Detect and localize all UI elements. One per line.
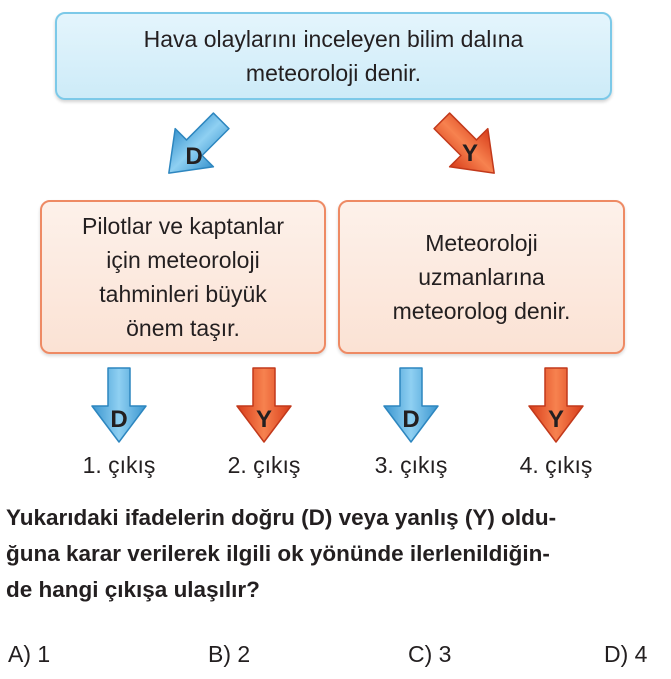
top-statement-line: meteoroloji denir. — [245, 60, 422, 86]
question-line: de hangi çıkışa ulaşılır? — [6, 577, 260, 602]
exit-arrow-letter: Y — [255, 406, 272, 433]
right-statement-line: meteorolog denir. — [392, 298, 571, 324]
right-statement-line: Meteoroloji — [425, 230, 538, 256]
option-a[interactable]: A) 1 — [8, 641, 51, 667]
exit-label-4: 4. çıkış — [519, 452, 593, 478]
exit-arrow-1 — [89, 366, 149, 444]
option-d[interactable]: D) 4 — [604, 641, 648, 667]
left-statement-line: için meteoroloji — [106, 247, 260, 273]
question-line: Yukarıdaki ifadelerin doğru (D) veya yanlış (Y) oldu- — [6, 505, 557, 530]
top-statement-line: Hava olaylarını inceleyen bilim dalına — [143, 26, 524, 52]
left-statement-line: önem taşır. — [126, 315, 240, 341]
top-statement-box — [55, 12, 612, 100]
left-statement-line: Pilotlar ve kaptanlar — [82, 213, 284, 239]
right-statement-line: uzmanlarına — [418, 264, 545, 290]
exit-label-2: 2. çıkış — [227, 452, 301, 478]
question-text — [6, 500, 666, 608]
exit-label-3: 3. çıkış — [374, 452, 448, 478]
left-statement-box — [40, 200, 326, 354]
left-statement-line: tahminleri büyük — [99, 281, 267, 307]
exit-label-1: 1. çıkış — [82, 452, 156, 478]
exit-arrow-letter: Y — [547, 406, 564, 433]
question-line: ğuna karar verilerek ilgili ok yönünde ilerlenildiğin- — [6, 541, 550, 566]
exit-arrow-2 — [234, 366, 294, 444]
right-statement-box — [338, 200, 625, 354]
exit-arrow-letter: D — [402, 406, 420, 433]
option-c[interactable]: C) 3 — [408, 641, 452, 667]
exit-arrow-letter: D — [110, 406, 128, 433]
exit-arrow-4 — [526, 366, 586, 444]
branch-arrow-false-letter: Y — [461, 140, 478, 167]
option-b[interactable]: B) 2 — [208, 641, 251, 667]
exit-arrow-3 — [381, 366, 441, 444]
branch-arrow-true-letter: D — [185, 143, 203, 170]
